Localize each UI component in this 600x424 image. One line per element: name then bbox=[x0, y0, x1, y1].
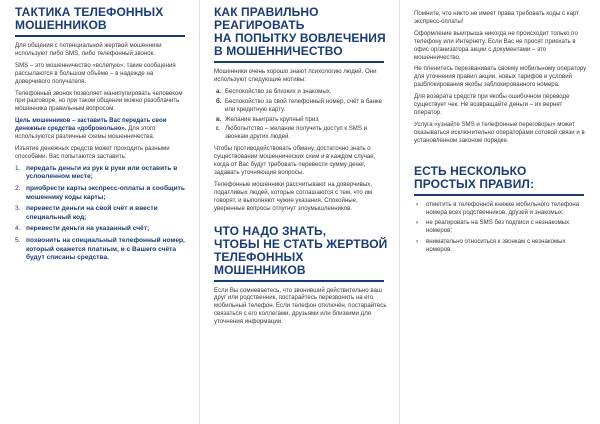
numbered-list-methods bbox=[15, 165, 189, 263]
title-underline bbox=[414, 194, 584, 196]
chevron-right-icon: › bbox=[416, 219, 419, 227]
list-item: › не реагировать на SMS без подписи с незнакомых номеров; bbox=[416, 219, 570, 235]
paragraph: Не пленитесь перезванивать своему мобильному оператору для уточнения правил акции, новых тарифов и условий разблокирования якобы заблокированного номера. bbox=[414, 65, 587, 89]
section-title-react: КАК ПРАВИЛЬНО РЕАГИРОВАТЬ НА ПОПЫТКУ ВОВЛЕЧЕНИЯ В МОШЕННИЧЕСТВО bbox=[214, 5, 386, 58]
paragraph: Для общения с потенциальной жертвой мошенники используют либо SMS, либо телефонный звонок. bbox=[15, 42, 162, 57]
section-title-know: ЧТО НАДО ЗНАТЬ, ЧТОБЫ НЕ СТАТЬ ЖЕРТВОЙ ТЕЛЕФОННЫХ МОШЕННИКОВ bbox=[214, 223, 388, 277]
paragraph: Оформление выигрыша никогда не происходит только по телефону или Интернету. Если Вас не просят приехать в офис организатора акции с документами – это мошенничество. bbox=[414, 29, 578, 61]
list-item: 1. передать деньги из рук в руки или оставить в условленном месте; bbox=[15, 164, 178, 181]
list-item: 4. перевести деньги на указанный счёт; bbox=[15, 225, 150, 233]
title-underline bbox=[214, 280, 384, 282]
list-item: г. Любопытство – желание получить доступ к SMS и звонкам других людей. bbox=[216, 125, 368, 141]
paragraph: Изъятие денежных средств может проходить разными способами. Вас попытаются заставить: bbox=[15, 144, 170, 160]
lettered-list-motives bbox=[214, 88, 389, 141]
section-title-tactics: ТАКТИКА ТЕЛЕФОННЫХ МОШЕННИКОВ bbox=[15, 5, 164, 32]
paragraph: Телефонные мошенники рассчитывают на доверчивых, податливых людей, которые соглашаются с тем, что им говорят, и выполняют чужие указания. Спокойные, уверенные вопросы отпугнут злоумышленников. bbox=[214, 180, 373, 212]
list-item: в. Желание выиграть крупный приз. bbox=[216, 115, 320, 123]
paragraph: Если Вы сомневаетесь, что звонивший действительно ваш друг или родственник, постарайтесь перезвонить на его мобильный телефон. Если телефон отключён, постарайтесь связаться с его коллегами, друзьями или близкими для уточнения информации. bbox=[214, 286, 387, 326]
list-item: б. Беспокойство за свой телефонный номер, счёт в банке или кредитную карту. bbox=[216, 97, 383, 113]
chevron-right-icon: › bbox=[416, 238, 419, 246]
column-3 bbox=[400, 0, 600, 424]
paragraph: SMS – это мошенничество «вслепую»: такие сообщения рассылаются в большом объёме – в надежде на доверчивого получателя. bbox=[15, 61, 176, 85]
paragraph: Чтобы противодействовать обману, достаточно знать о существовании мошеннических схем и в каждом случае, когда от Вас будут требовать перевести сумму денег, задавать уточняющие вопросы. bbox=[214, 145, 376, 176]
list-item: 5. позвонить на специальный телефонный номер, который окажется платным, и с Вашего счёта будут списаны средства. bbox=[15, 236, 185, 262]
paragraph: Помните, что никто не имеет права требовать коды с карт экспресс-оплаты! bbox=[414, 10, 579, 25]
column-1 bbox=[0, 0, 200, 424]
list-item: › отметить в телефонной книжке мобильного телефона номера всех родственников, друзей и знакомых; bbox=[416, 200, 580, 216]
list-item: 2. приобрести карты экспресс-оплаты и сообщить мошеннику коды карты; bbox=[15, 184, 185, 201]
paragraph-goal: Цель мошенников – заставить Вас передать свои денежные средства «добровольно». Для этого используются различные схемы мошенничества. bbox=[15, 117, 167, 141]
title-underline bbox=[15, 35, 185, 37]
list-item: 3. перевести деньги на свой счёт и ввести специальный код; bbox=[15, 205, 158, 221]
paragraph: Телефонный звонок позволяет манипулировать человеком при разговоре, но при таком общении можно разоблачить мошенника правильным вопросом. bbox=[15, 89, 183, 113]
bullet-list-rules bbox=[414, 201, 588, 254]
list-item: а. Беспокойство за близких и знакомых. bbox=[216, 87, 332, 95]
column-2 bbox=[200, 0, 400, 424]
title-underline bbox=[214, 61, 384, 63]
chevron-right-icon: › bbox=[416, 200, 419, 208]
paragraph: Услуга «узнайте SMS и телефонные переговоры» может оказываться исключительно операторами сотовой связи и в установленном законом порядке. bbox=[414, 120, 585, 144]
list-item: › внимательно относиться к звонкам с незнакомых номеров. bbox=[416, 238, 566, 254]
section-title-rules: ЕСТЬ НЕСКОЛЬКО ПРОСТЫХ ПРАВИЛ: bbox=[414, 163, 535, 191]
paragraph: Мошенники очень хорошо знают психологию людей. Они используют следующие мотивы: bbox=[214, 68, 377, 83]
paragraph: Для возврата средств при якобы ошибочном переводе существует чек. Не возвращайте деньги – их вернет оператор. bbox=[414, 93, 570, 116]
